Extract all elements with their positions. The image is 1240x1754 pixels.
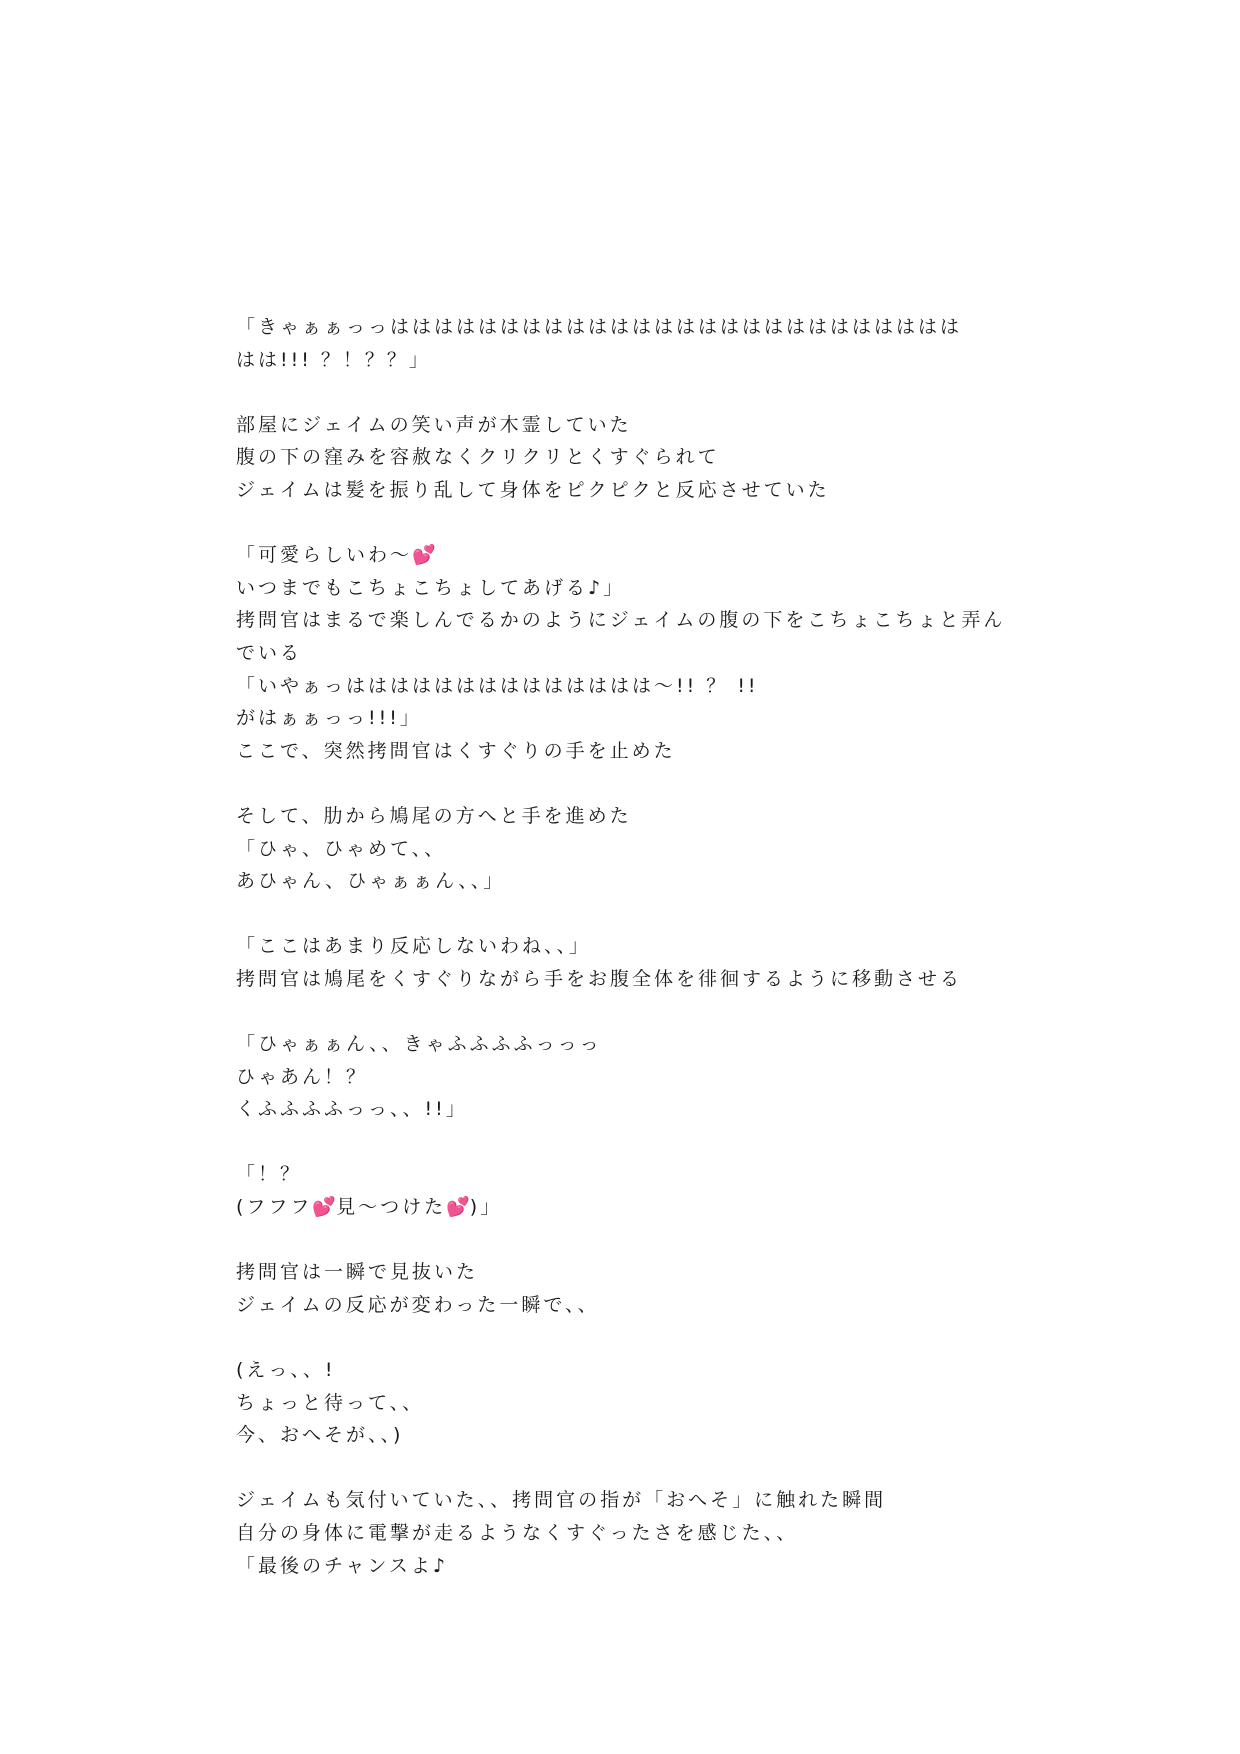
text-line: 今、おへそが、、) xyxy=(236,1424,404,1447)
text-line: ジェイムの反応が変わった一瞬で、、 xyxy=(236,1293,600,1316)
blank-line xyxy=(236,376,1016,409)
text-line: 拷問官はまるで楽しんでるかのようにジェイムの腹の下をこちょこちょと弄ん xyxy=(236,609,1006,632)
text-line: ジェイムは髪を振り乱して身体をピクピクと反応させていた xyxy=(236,478,830,501)
text-line: 「可愛らしいわ〜💕 xyxy=(236,544,436,567)
text-line: 腹の下の窪みを容赦なくクリクリとくすぐられて xyxy=(236,446,720,469)
blank-line xyxy=(236,1224,1016,1257)
text-line: ここで、突然拷問官はくすぐりの手を止めた xyxy=(236,739,676,762)
heart-icon: 💕 xyxy=(312,1196,337,1219)
text-line: でいる xyxy=(236,641,303,664)
text-line: 自分の身体に電撃が走るようなくすぐったさを感じた、、 xyxy=(236,1521,799,1544)
text-line: 「きゃぁぁっっはははははははははははははははははははははははははは xyxy=(236,316,963,338)
heart-icon: 💕 xyxy=(446,1196,470,1219)
text-line: ひゃあん！？ xyxy=(236,1065,369,1088)
text-line: 「いやぁっはははははははははははははは〜!! ？ !! xyxy=(236,674,759,697)
text-line: くふふふふっっ、、!!」 xyxy=(236,1098,468,1121)
text-line: あひゃん、ひゃぁぁん、、」 xyxy=(236,870,506,893)
text-line: いつまでもこちょこちょしてあげる♪」 xyxy=(236,576,626,599)
blank-line xyxy=(236,1321,1016,1354)
heart-icon: 💕 xyxy=(412,544,436,567)
blank-line xyxy=(236,1452,1016,1485)
text-line: (えっ、、! xyxy=(236,1359,336,1381)
blank-line xyxy=(236,767,1016,800)
text-line: 「最後のチャンスよ♪ xyxy=(236,1554,448,1577)
text-line: ジェイムも気付いていた、、拷問官の指が「おへそ」に触れた瞬間 xyxy=(236,1489,887,1512)
text-line: ちょっと待って、、 xyxy=(236,1391,425,1414)
blank-line xyxy=(236,507,1016,540)
text-line: 拷問官は鳩尾をくすぐりながら手をお腹全体を徘徊するように移動させる xyxy=(236,967,963,990)
story-text xyxy=(236,311,1016,1582)
text-line: 拷問官は一瞬で見抜いた xyxy=(236,1261,479,1284)
text-line: がはぁぁっっ!!!」 xyxy=(236,707,422,730)
text-line: (フフフ💕見〜つけた💕)」 xyxy=(236,1196,503,1219)
text-line: 「！？ xyxy=(236,1163,303,1186)
text-line: 「ひゃ、ひゃめて、、 xyxy=(236,837,447,860)
blank-line xyxy=(236,1126,1016,1159)
blank-line xyxy=(236,898,1016,931)
text-line: はは!!! ？！？？」 xyxy=(236,348,431,371)
text-line: 「ひゃぁぁん、、きゃふふふふっっっ xyxy=(236,1033,602,1056)
blank-line xyxy=(236,995,1016,1028)
text-line: 「ここはあまり反応しないわね、、」 xyxy=(236,935,592,958)
text-line: そして、肋から鳩尾の方へと手を進めた xyxy=(236,804,632,827)
text-line: 部屋にジェイムの笑い声が木霊していた xyxy=(236,413,632,436)
